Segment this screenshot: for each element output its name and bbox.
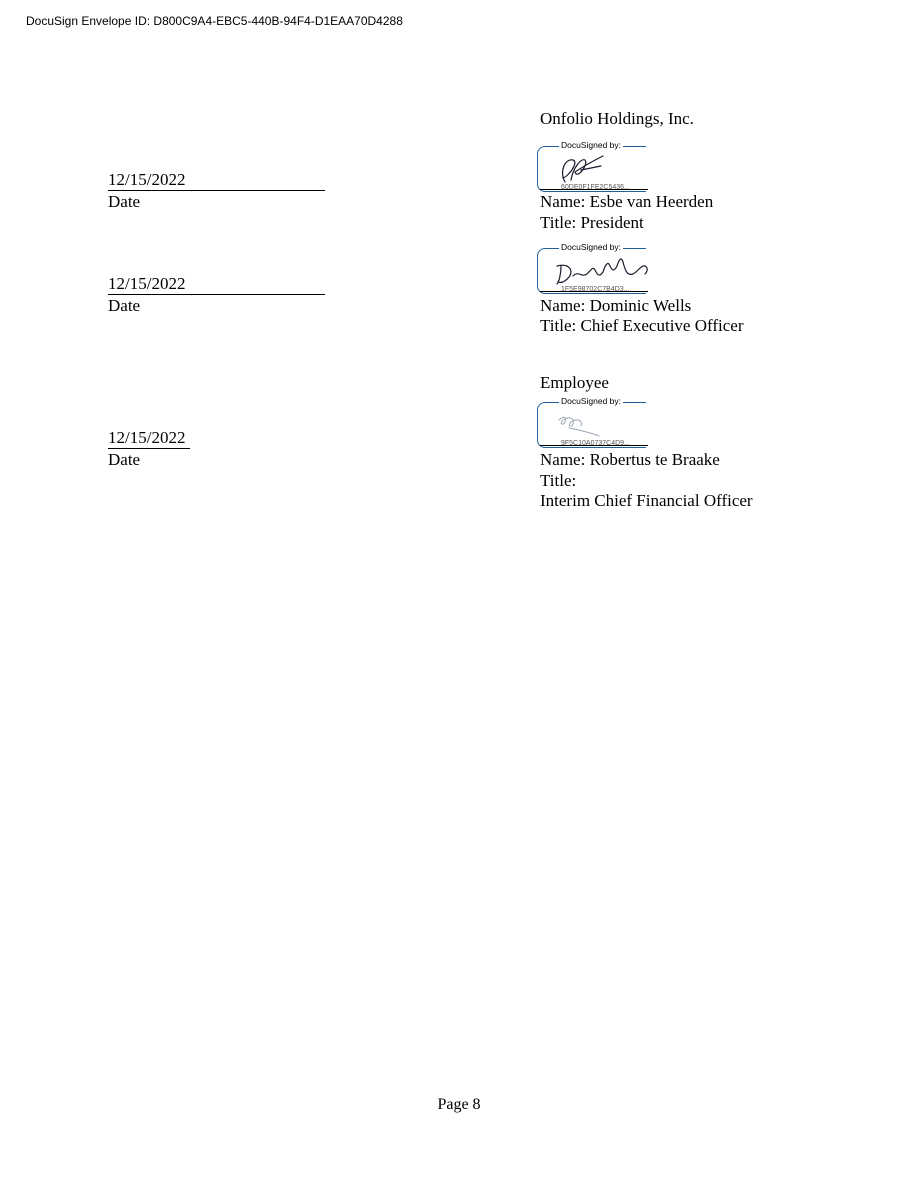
signature-line	[540, 189, 648, 190]
page-number: Page 8	[437, 1096, 481, 1113]
date-value-2: 12/15/2022	[108, 274, 186, 293]
docusigned-by-label: DocuSigned by:	[561, 396, 622, 406]
envelope-id: DocuSign Envelope ID: D800C9A4-EBC5-440B-94F4-D1EAA70D4288	[26, 14, 403, 28]
signer-title-value-3: Interim Chief Financial Officer	[540, 491, 753, 510]
signer-title-3: Title:	[540, 471, 577, 490]
signature-line	[540, 291, 648, 292]
date-field-2[interactable]	[108, 274, 325, 295]
date-value-3: 12/15/2022	[108, 428, 186, 447]
docusigned-by-label: DocuSigned by:	[561, 140, 622, 150]
company-name: Onfolio Holdings, Inc.	[540, 109, 694, 128]
signature-block-1[interactable]	[537, 140, 648, 192]
employee-label: Employee	[540, 373, 609, 392]
date-label-1: Date	[108, 192, 141, 211]
signer-title-2: Title: Chief Executive Officer	[540, 316, 744, 335]
signature-code-2: 1F5E98702C7B4D3...	[561, 286, 630, 293]
date-field-3[interactable]	[108, 428, 190, 449]
signature-dominic-icon	[547, 252, 667, 288]
signer-name-1: Name: Esbe van Heerden	[540, 192, 714, 211]
signature-block-3[interactable]	[537, 396, 648, 448]
date-field-1[interactable]	[108, 170, 325, 191]
signature-robertus-icon	[551, 406, 611, 442]
signature-code-3: 9F5C10A0737C4D9...	[561, 440, 630, 447]
date-label-3: Date	[108, 450, 141, 469]
date-value-1: 12/15/2022	[108, 170, 186, 189]
date-label-2: Date	[108, 296, 141, 315]
signer-title-1: Title: President	[540, 213, 644, 232]
signature-esbe-icon	[551, 150, 611, 186]
signature-code-1: 60DE0F1FE2C5436...	[561, 184, 630, 191]
signer-name-2: Name: Dominic Wells	[540, 296, 692, 315]
signature-block-2[interactable]	[537, 242, 648, 294]
signer-name-3: Name: Robertus te Braake	[540, 450, 720, 469]
docusigned-by-label: DocuSigned by:	[561, 242, 622, 252]
signature-line	[540, 445, 648, 446]
